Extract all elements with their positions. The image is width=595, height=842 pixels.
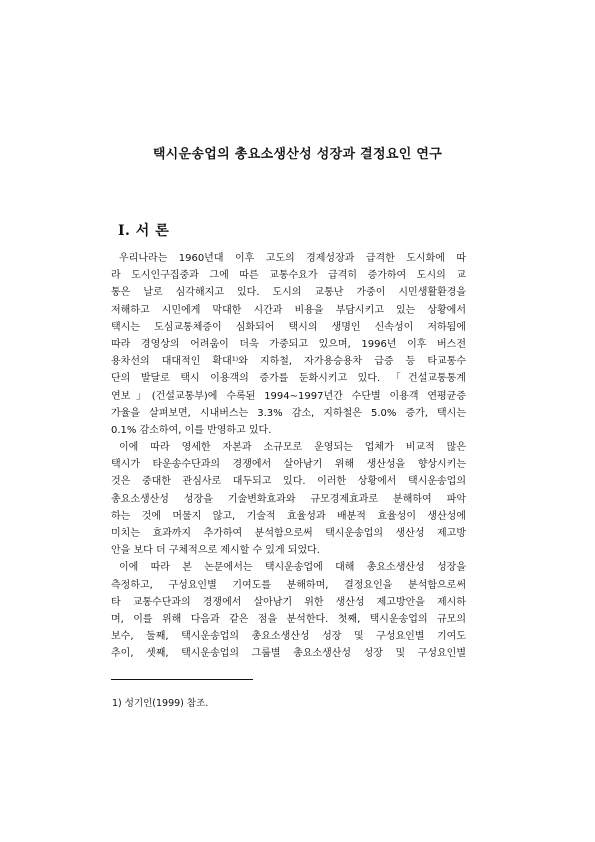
- text-line: 용차선의 대대적인 확대¹⁾와 지하철, 자가용승용차 급증 등 타교통수: [111, 356, 466, 368]
- text-line: 우리나라는 1960년대 이후 고도의 경제성장과 급격한 도시화에 따: [119, 253, 466, 264]
- text-line: 통은 날로 심각해지고 있다. 도시의 교통난 가중이 시민생활환경을: [111, 287, 466, 299]
- text-line: 저해하고 시민에게 막대한 시간과 비용을 부담시키고 있는 상황에서: [111, 304, 466, 316]
- paragraph-1: [111, 250, 466, 439]
- text-line: 측정하고, 구성요인별 기여도를 분해하며, 결정요인을 분석함으로써: [111, 579, 466, 591]
- section-heading: I. 서 론: [118, 223, 170, 239]
- text-line: 0.1% 감소하여, 이를 반영하고 있다.: [111, 424, 272, 436]
- text-line: 총요소생산성 성장을 기술변화효과와 규모경제효과로 분해하여 파악: [111, 493, 466, 505]
- paragraph-2: [111, 439, 466, 559]
- text-line: 안을 보다 더 구체적으로 제시할 수 있게 되었다.: [111, 545, 320, 557]
- paragraph-3: [111, 559, 466, 662]
- text-line: 추이, 셋째, 택시운송업의 그룹별 총요소생산성 성장 및 구성요인별: [111, 648, 466, 660]
- text-line: 택시는 도심교통체증이 심화되어 택시의 생명인 신속성이 저하됨에: [111, 321, 466, 333]
- text-line: 보수, 둘째, 택시운송업의 총요소생산성 성장 및 구성요인별 기여도: [111, 631, 466, 643]
- text-line: 며, 이를 위해 다음과 같은 점을 분석한다. 첫째, 택시운송업의 규모의: [111, 613, 466, 625]
- text-line: 라 도시인구집중과 그에 따른 교통수요가 급격히 증가하여 도시의 교: [111, 270, 466, 282]
- text-line: 것은 중대한 관심사로 대두되고 있다. 이러한 상황에서 택시운송업의: [111, 476, 466, 488]
- text-line: 택시가 타운송수단과의 경쟁에서 살아남기 위해 생산성을 향상시키는: [111, 459, 466, 471]
- body-text: [111, 250, 466, 663]
- paper-title: 택시운송업의 총요소생산성 성장과 결정요인 연구: [152, 147, 443, 162]
- text-line: 미치는 효과까지 추가하여 분석함으로써 택시운송업의 생산성 제고방: [111, 528, 466, 539]
- text-line: 단의 발달로 택시 이용객의 증가를 둔화시키고 있다. 「건설교통통계: [111, 373, 466, 385]
- text-line: 타 교통수단과의 경쟁에서 살아남기 위한 생산성 제고방안을 제시하: [111, 596, 466, 608]
- text-line: 이에 따라 본 논문에서는 택시운송업에 대해 총요소생산성 성장을: [119, 562, 466, 574]
- footnote: 1) 성기인(1999) 참조.: [112, 698, 209, 709]
- text-line: 연보」(건설교통부)에 수록된 1994∼1997년간 수단별 이용객 연평균증: [111, 390, 466, 402]
- text-line: 하는 것에 머물지 않고, 기술적 효율성과 배분적 효율성이 생산성에: [111, 510, 466, 522]
- footnote-divider: [111, 679, 253, 680]
- text-line: 가율을 살펴보면, 시내버스는 3.3% 감소, 지하철은 5.0% 증가, 택시는: [111, 407, 466, 419]
- text-line: 이에 따라 영세한 자본과 소규모로 운영되는 업체가 비교적 많은: [119, 442, 466, 454]
- text-line: 따라 경영상의 어려움이 더욱 가중되고 있으며, 1996년 이후 버스전: [111, 338, 466, 350]
